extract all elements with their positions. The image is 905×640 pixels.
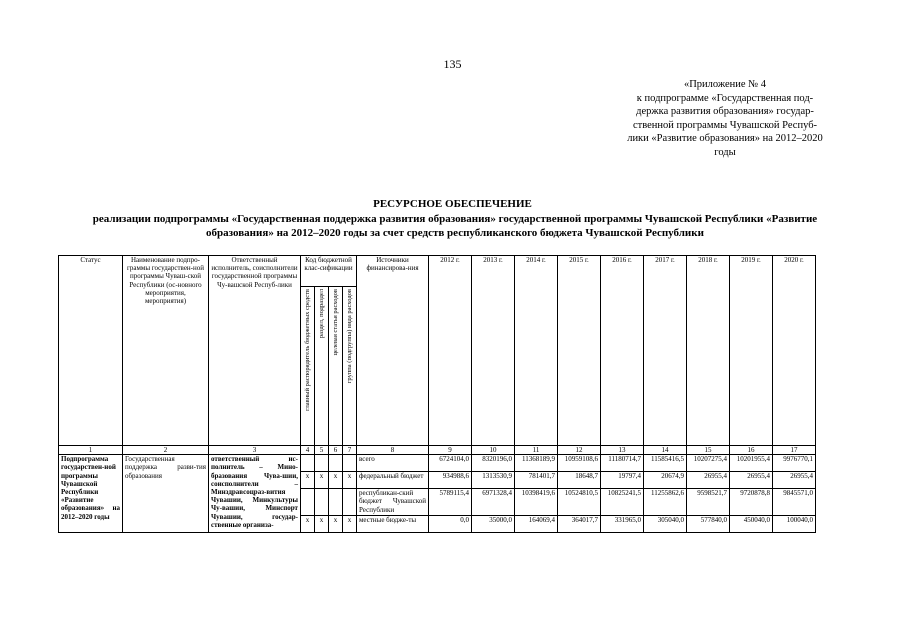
value-cell: 164069,4: [515, 516, 558, 533]
value-cell: 100040,0: [773, 516, 816, 533]
header-budget-sub: главный распорядитель бюджетных средств: [301, 287, 315, 446]
value-cell: 10207275,4: [687, 455, 730, 472]
header-budget-code: Код бюджетной клас-сификации: [301, 256, 357, 287]
row-status: Подпрограмма государствен-ной программы Чувашской Республики «Развитие образования» на 2012–2020 годы: [59, 455, 123, 533]
code-cell: х: [329, 516, 343, 533]
value-cell: 781401,7: [515, 472, 558, 489]
header-year: 2016 г.: [601, 256, 644, 446]
header-year: 2014 г.: [515, 256, 558, 446]
column-number: 14: [644, 446, 687, 455]
column-number: 1: [59, 446, 123, 455]
header-year: 2013 г.: [472, 256, 515, 446]
value-cell: 11585416,5: [644, 455, 687, 472]
value-cell: 9720878,8: [730, 489, 773, 516]
source-cell: местные бюдже-ты: [357, 516, 429, 533]
resource-table: [58, 255, 816, 533]
column-number: 12: [558, 446, 601, 455]
column-number: 4: [301, 446, 315, 455]
value-cell: 10825241,5: [601, 489, 644, 516]
value-cell: 9976770,1: [773, 455, 816, 472]
source-cell: всего: [357, 455, 429, 472]
value-cell: 35000,0: [472, 516, 515, 533]
header-responsible: Ответственный исполнитель, соисполнители государственной программы Чу-вашской Респуб-лики: [209, 256, 301, 446]
column-number: 7: [343, 446, 357, 455]
value-cell: 9845571,0: [773, 489, 816, 516]
code-cell: х: [301, 516, 315, 533]
value-cell: 26955,4: [687, 472, 730, 489]
column-numbers-row: [59, 446, 816, 455]
value-cell: 26955,4: [730, 472, 773, 489]
code-cell: х: [329, 472, 343, 489]
column-number: 3: [209, 446, 301, 455]
column-number: 10: [472, 446, 515, 455]
table-row: [59, 455, 816, 472]
document-title: РЕСУРСНОЕ ОБЕСПЕЧЕНИЕ: [373, 198, 532, 210]
column-number: 13: [601, 446, 644, 455]
appendix-line: «Приложение № 4: [683, 79, 767, 90]
value-cell: 1313530,9: [472, 472, 515, 489]
code-cell: х: [315, 516, 329, 533]
header-year: 2019 г.: [730, 256, 773, 446]
value-cell: 10201955,4: [730, 455, 773, 472]
column-number: 11: [515, 446, 558, 455]
code-cell: [315, 489, 329, 516]
value-cell: 450040,0: [730, 516, 773, 533]
code-cell: х: [343, 516, 357, 533]
value-cell: 10524810,5: [558, 489, 601, 516]
header-budget-sub: раздел, подраздел: [315, 287, 329, 446]
value-cell: 9598521,7: [687, 489, 730, 516]
value-cell: 20674,9: [644, 472, 687, 489]
header-year: 2020 г.: [773, 256, 816, 446]
value-cell: 6971328,4: [472, 489, 515, 516]
row-name: Государственная поддержка разви-тия образования: [123, 455, 209, 533]
code-cell: [329, 489, 343, 516]
value-cell: 577840,0: [687, 516, 730, 533]
code-cell: х: [301, 472, 315, 489]
code-cell: [343, 489, 357, 516]
appendix-line: к подпрограмме «Государственная под-: [636, 92, 814, 104]
source-cell: республикан-ский бюджет Чувашской Республики: [357, 489, 429, 516]
column-number: 17: [773, 446, 816, 455]
column-number: 9: [429, 446, 472, 455]
value-cell: 18648,7: [558, 472, 601, 489]
column-number: 16: [730, 446, 773, 455]
appendix-line: держка развития образования» государ-: [636, 106, 814, 118]
code-cell: [301, 455, 315, 472]
code-cell: [315, 455, 329, 472]
code-cell: [329, 455, 343, 472]
column-number: 8: [357, 446, 429, 455]
page-number: 135: [443, 57, 462, 71]
value-cell: 10398419,6: [515, 489, 558, 516]
value-cell: 364017,7: [558, 516, 601, 533]
header-year: 2018 г.: [687, 256, 730, 446]
column-number: 5: [315, 446, 329, 455]
source-cell: федеральный бюджет: [357, 472, 429, 489]
appendix-note: [580, 78, 870, 160]
appendix-line: ственной программы Чувашской Респуб-: [632, 119, 818, 131]
value-cell: 6724104,0: [429, 455, 472, 472]
value-cell: 8320196,0: [472, 455, 515, 472]
value-cell: 331965,0: [601, 516, 644, 533]
code-cell: х: [315, 472, 329, 489]
column-number: 6: [329, 446, 343, 455]
value-cell: 5789115,4: [429, 489, 472, 516]
row-responsible: ответственный ис-полнитель – Мино-бразования Чува-шии, соисполнители – Минздравсоцраз-вития Чувашии, Минкультуры Чу-вашии, Минспорт Чувашии, государ-ственные организа-: [209, 455, 301, 533]
header-name: Наименование подпро-граммы государствен-ной программы Чуваш-ской Республики (ос-новного мероприятия, мероприятия): [123, 256, 209, 446]
column-number: 2: [123, 446, 209, 455]
appendix-line: лики «Развитие образования» на 2012–2020: [627, 133, 823, 145]
value-cell: 0,0: [429, 516, 472, 533]
value-cell: 11368189,9: [515, 455, 558, 472]
header-sources: Источники финансирова-ния: [357, 256, 429, 446]
value-cell: 305040,0: [644, 516, 687, 533]
value-cell: 11180714,7: [601, 455, 644, 472]
document-subtitle: реализации подпрограммы «Государственная поддержка развития образования» государственной программы Чувашской Республики «Развитие образования» на 2012–2020 годы за счет средств республиканского бюджета Чувашской Республики: [92, 213, 818, 239]
value-cell: 26955,4: [773, 472, 816, 489]
code-cell: [301, 489, 315, 516]
column-number: 15: [687, 446, 730, 455]
code-cell: х: [343, 472, 357, 489]
header-year: 2015 г.: [558, 256, 601, 446]
value-cell: 10959108,6: [558, 455, 601, 472]
header-year: 2012 г.: [429, 256, 472, 446]
value-cell: 19797,4: [601, 472, 644, 489]
code-cell: [343, 455, 357, 472]
header-budget-sub: целевая статья расходов: [329, 287, 343, 446]
value-cell: 934988,6: [429, 472, 472, 489]
header-budget-sub: группа (подгруппа) вида расходов: [343, 287, 357, 446]
value-cell: 11255862,6: [644, 489, 687, 516]
appendix-line: годы: [714, 146, 736, 158]
header-status: Статус: [59, 256, 123, 446]
header-year: 2017 г.: [644, 256, 687, 446]
